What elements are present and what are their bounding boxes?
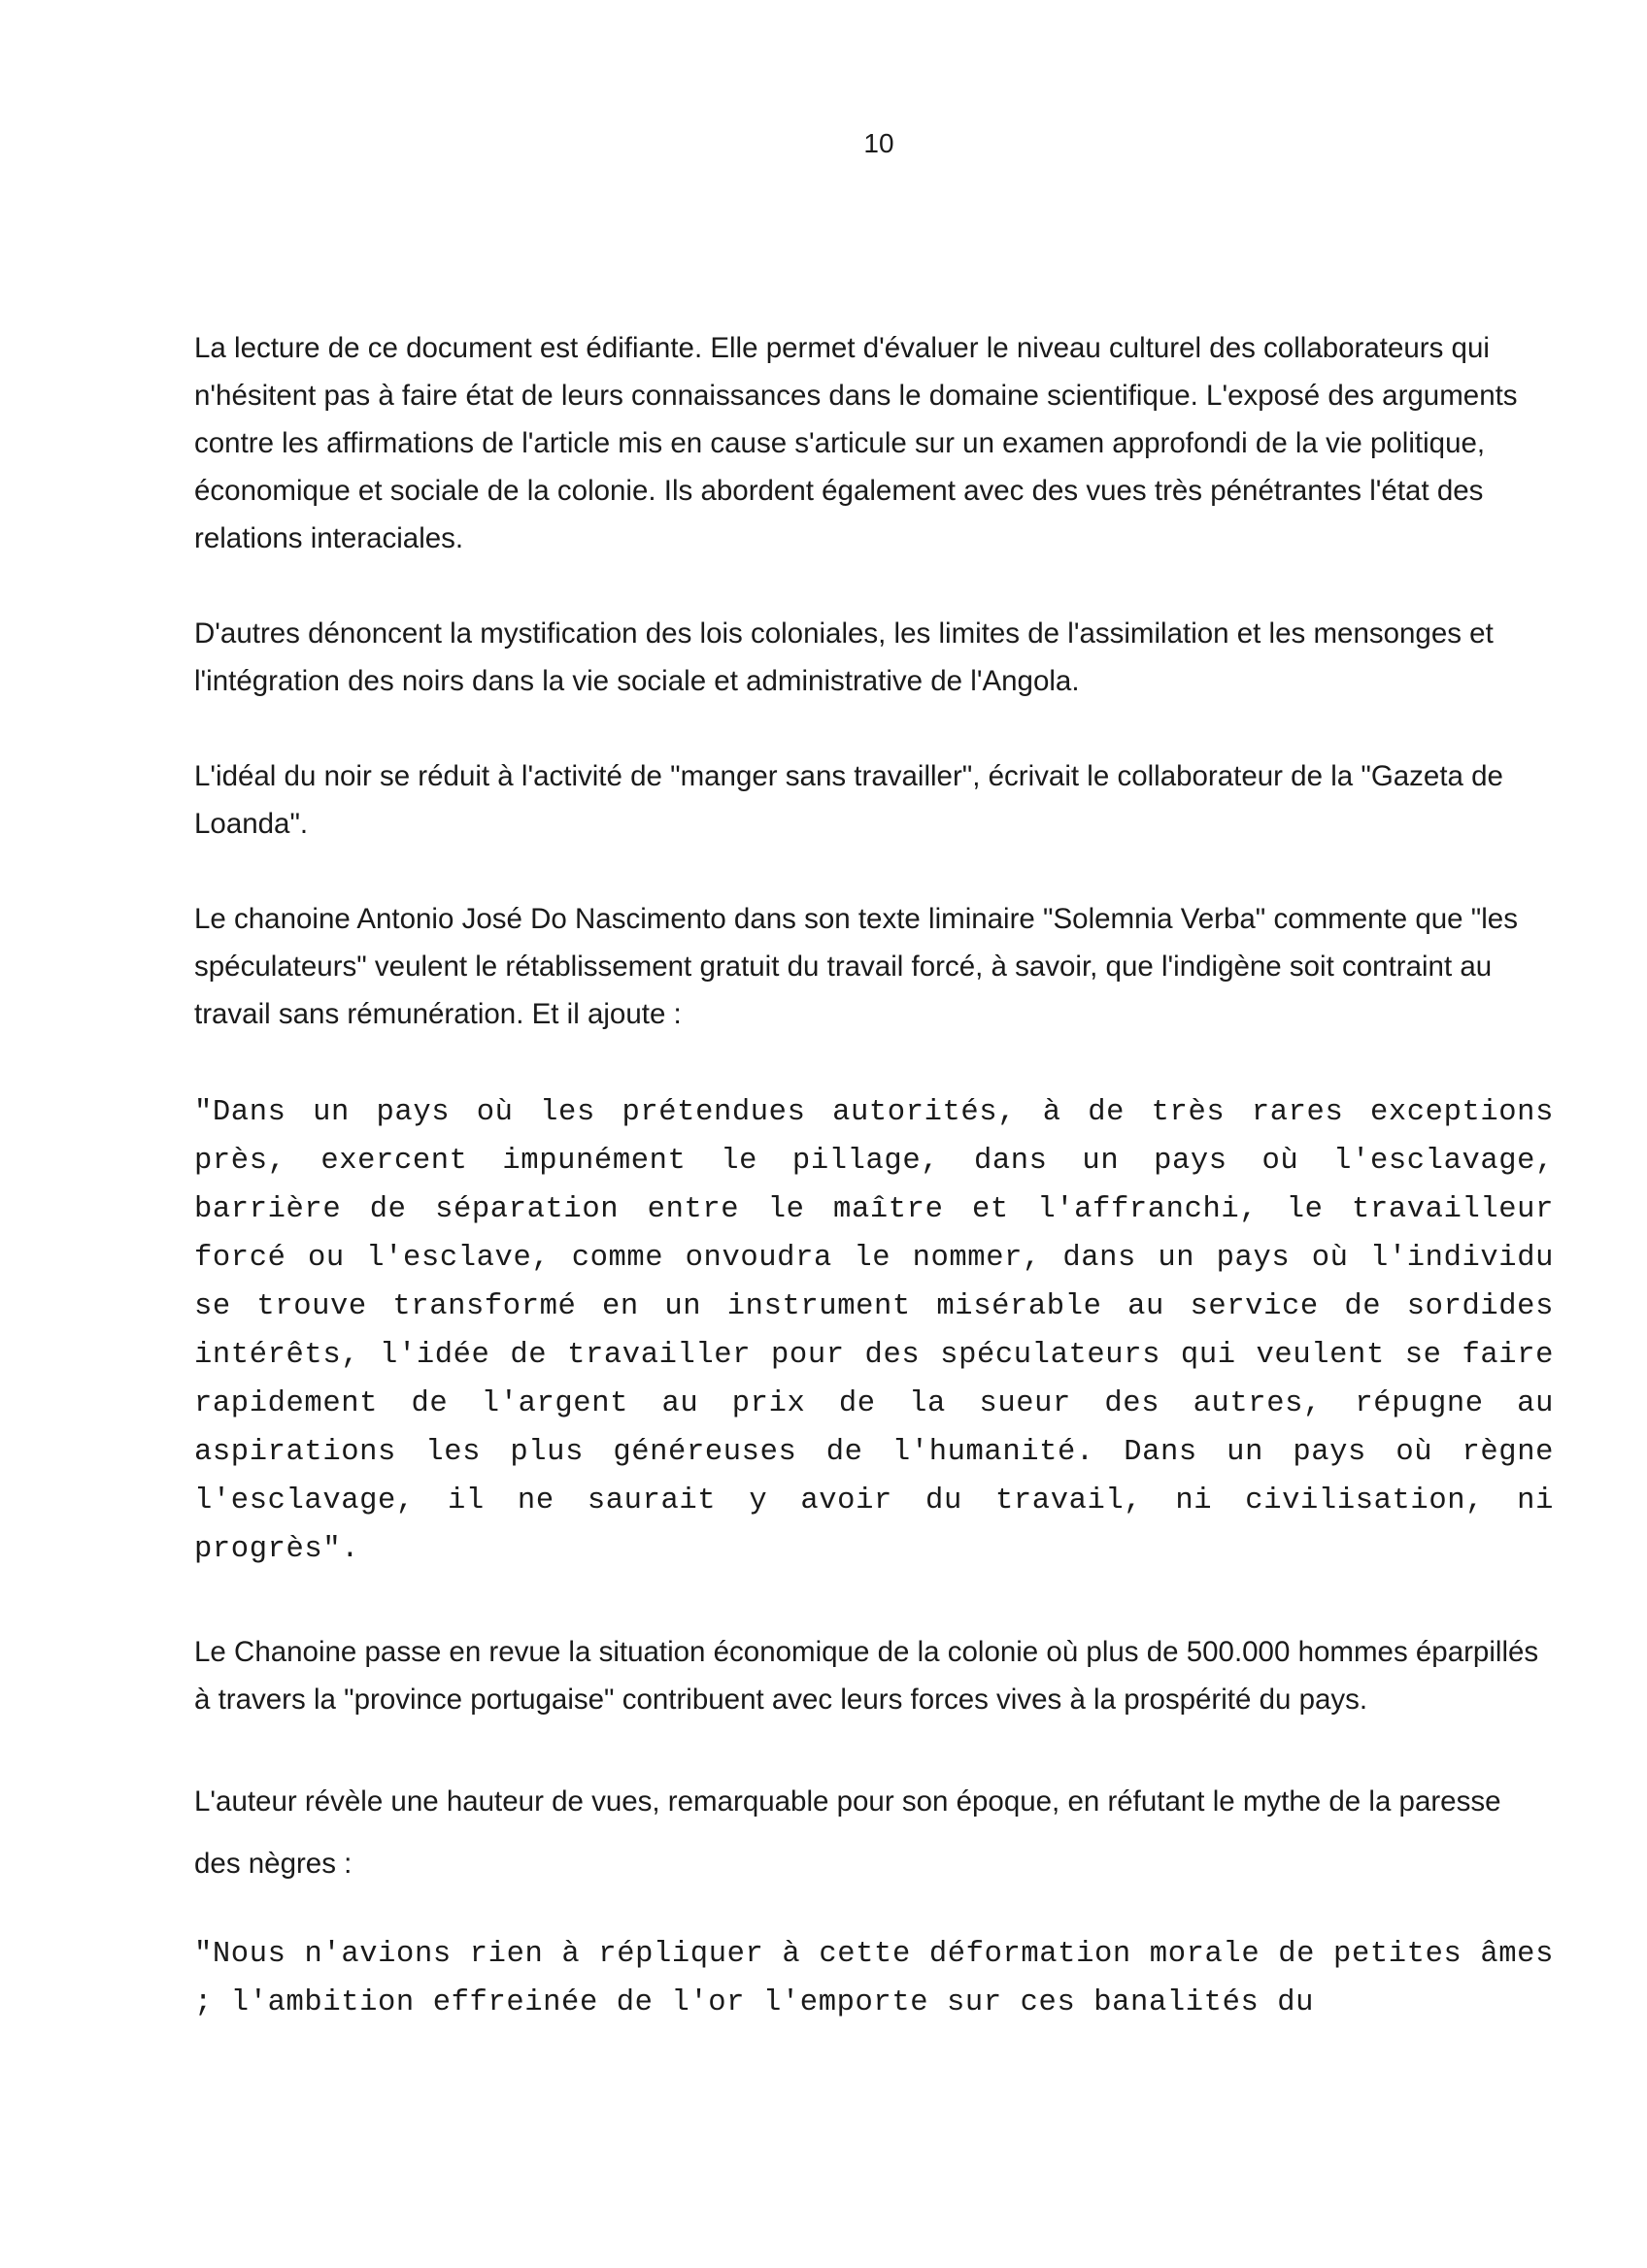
paragraph-economic-situation: Le Chanoine passe en revue la situation économique de la colonie où plus de 500.000 hommes éparpillés à travers la "province portugaise" contribuent avec leurs forces vives à la prospérité du pays. [194, 1636, 1539, 1716]
paragraph-author-views: L'auteur révèle une hauteur de vues, remarquable pour son époque, en réfutant le mythe de la paresse des nègres : [194, 1785, 1501, 1880]
paragraph-colonial-laws: D'autres dénoncent la mystification des lois coloniales, les limites de l'assimilation et les mensonges et l'intégration des noirs dans la vie sociale et administrative de l'Angola. [194, 617, 1494, 697]
block-quote-petites-ames: "Nous n'avions rien à répliquer à cette déformation morale de petites âmes ; l'ambition effreinée de l'or l'emporte sur ces banalités du [194, 1938, 1554, 2019]
paragraph-document-reading: La lecture de ce document est édifiante. Elle permet d'évaluer le niveau culturel des collaborateurs qui n'hésitent pas à faire état de leurs connaissances dans le domaine scientifique. L'exposé des arguments contre les affirmations de l'article mis en cause s'articule sur un examen approfondi de la vie politique, économique et sociale de la colonie. Ils abordent également avec des vues très pénétrantes l'état des relations interaciales. [194, 332, 1518, 554]
paragraph-ideal-du-noir: L'idéal du noir se réduit à l'activité de "manger sans travailler", écrivait le collaborateur de la "Gazeta de Loanda". [194, 760, 1503, 840]
page-number: 10 [863, 128, 894, 158]
block-quote-slavery: "Dans un pays où les prétendues autorités, à de très rares exceptions près, exercent impunément le pillage, dans un pays où l'esclavage, barrière de séparation entre le maître et l'affranchi, le travailleur forcé ou l'esclave, comme onvoudra le nommer, dans un pays où l'individu se trouve transformé en un instrument misérable au service de sordides intérêts, l'idée de travailler pour des spéculateurs qui veulent se faire rapidement de l'argent au prix de la sueur des autres, répugne au aspirations les plus généreuses de l'humanité. Dans un pays où règne l'esclavage, il ne saurait y avoir du travail, ni civilisation, ni progrès". [194, 1096, 1554, 1566]
paragraph-chanoine-intro: Le chanoine Antonio José Do Nascimento dans son texte liminaire "Solemnia Verba" commente que "les spéculateurs" veulent le rétablissement gratuit du travail forcé, à savoir, que l'indigène soit contraint au travail sans rémunération. Et il ajoute : [194, 903, 1518, 1030]
page-body [194, 324, 1554, 2027]
